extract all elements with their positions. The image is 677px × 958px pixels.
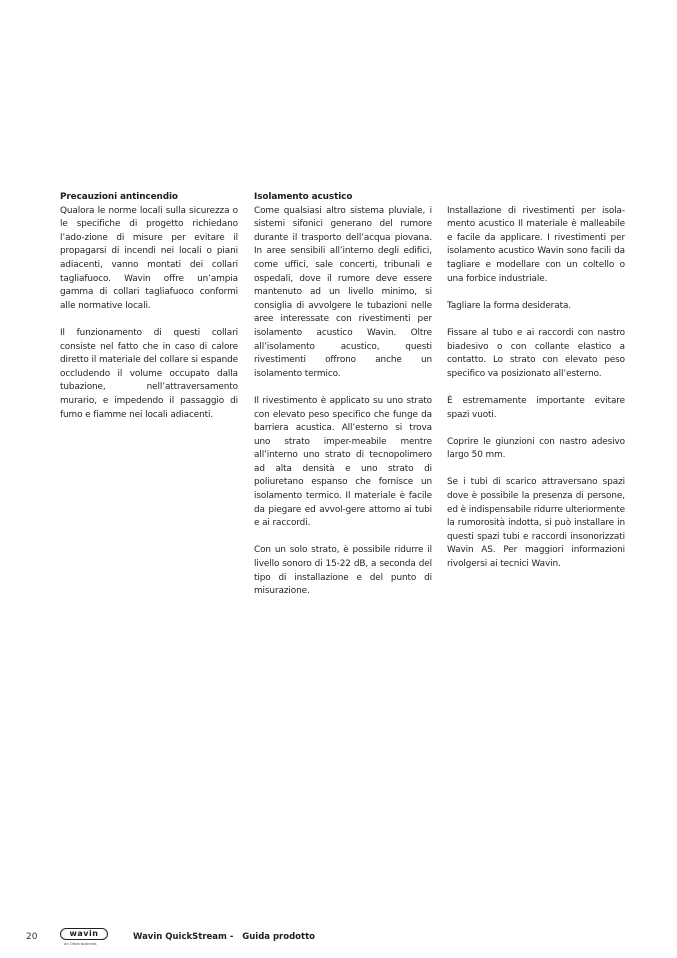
section-heading-fire: Precauzioni antincendio (60, 192, 178, 202)
paragraph: Coprire le giunzioni con nastro adesivo largo 50 mm. (447, 436, 625, 461)
text-column-1 (60, 191, 238, 422)
paragraph: Tagliare la forma desiderata. (447, 300, 572, 311)
wavin-logo (60, 928, 110, 950)
section-heading-acoustic: Isolamento acustico (254, 192, 353, 202)
text-column-3 (447, 191, 625, 572)
page-number: 20 (26, 932, 38, 942)
paragraph: Fissare al tubo e ai raccordi con nastro biadesivo o con collante elastico a contatto. Lo strato con elevato peso specifico va posizionato all’esterno. (447, 327, 625, 379)
paragraph: Come qualsiasi altro sistema pluviale, i sistemi sifonici generano del rumore durante il trasporto dell’acqua piovana. In aree sensibili all’interno degli edifici, come uffici, sale concerti, tribunali e ospedali, dove il rumore deve essere mantenuto ad un livello minimo, si consiglia di avvolgere le tubazioni nelle aree interessate con rivestimenti per isolamento acustico Wavin. Oltre all’isolamento acustico, questi rivestimenti offrono anche un isolamento termico. (254, 205, 432, 379)
paragraph: Con un solo strato, è possibile ridurre il livello sonoro di 15-22 dB, a seconda del tipo di installazione e del punto di misurazione. (254, 545, 432, 597)
paragraph: Se i tubi di scarico attraversano spazi dove è possibile la presenza di persone, ed è indispensabile ridurre ulteriormente la rumorosità indotta, si può installare in questi spazi tubi e raccordi insonorizzati Wavin AS. Per maggiori informazioni rivolgersi ai tecnici Wavin. (447, 477, 625, 570)
paragraph: Il rivestimento è applicato su uno strato con elevato peso specifico che funge da barriera acustica. All’esterno si trova uno strato imper-meabile mentre all’interno uno strato di tecnopolimero ad alta densità e uno strato di poliuretano espanso che fornisce un isolamento termico. Il materiale è facile da piegare ed avvol-gere attorno ai tubi e ai raccordi. (254, 395, 432, 529)
footer-title: Wavin QuickStream - Guida prodotto (133, 932, 315, 942)
paragraph: Qualora le norme locali sulla sicurezza o le specifiche di progetto richiedano l’ado-zione di misure per evitare il propagarsi di incendi nei locali o piani adiacenti, vanno montati dei collari tagliafuoco. Wavin offre un’ampia gamma di collari tagliafuoco conformi alle normative locali. (60, 205, 238, 311)
paragraph: Installazione di rivestimenti per isola-mento acustico Il materiale è malleabile e facile da applicare. I rivestimenti per isolamento acustico Wavin sono facili da tagliare e modellare con un coltello o una forbice industriale. (447, 205, 625, 284)
section-heading-empty (447, 191, 625, 205)
paragraph: Il funzionamento di questi collari consiste nel fatto che in caso di calore diretto il materiale del collare si espande occludendo il volume occupato dalla tubazione, nell’attraversamento murario, e impedendo il passaggio di fumo e fiamme nei locali adiacenti. (60, 327, 238, 420)
logo-wordmark: wavin (60, 928, 108, 940)
logo-tagline: An Orbia business (64, 942, 97, 946)
text-column-2 (254, 191, 432, 599)
paragraph: È estremamente importante evitare spazi vuoti. (447, 395, 625, 420)
